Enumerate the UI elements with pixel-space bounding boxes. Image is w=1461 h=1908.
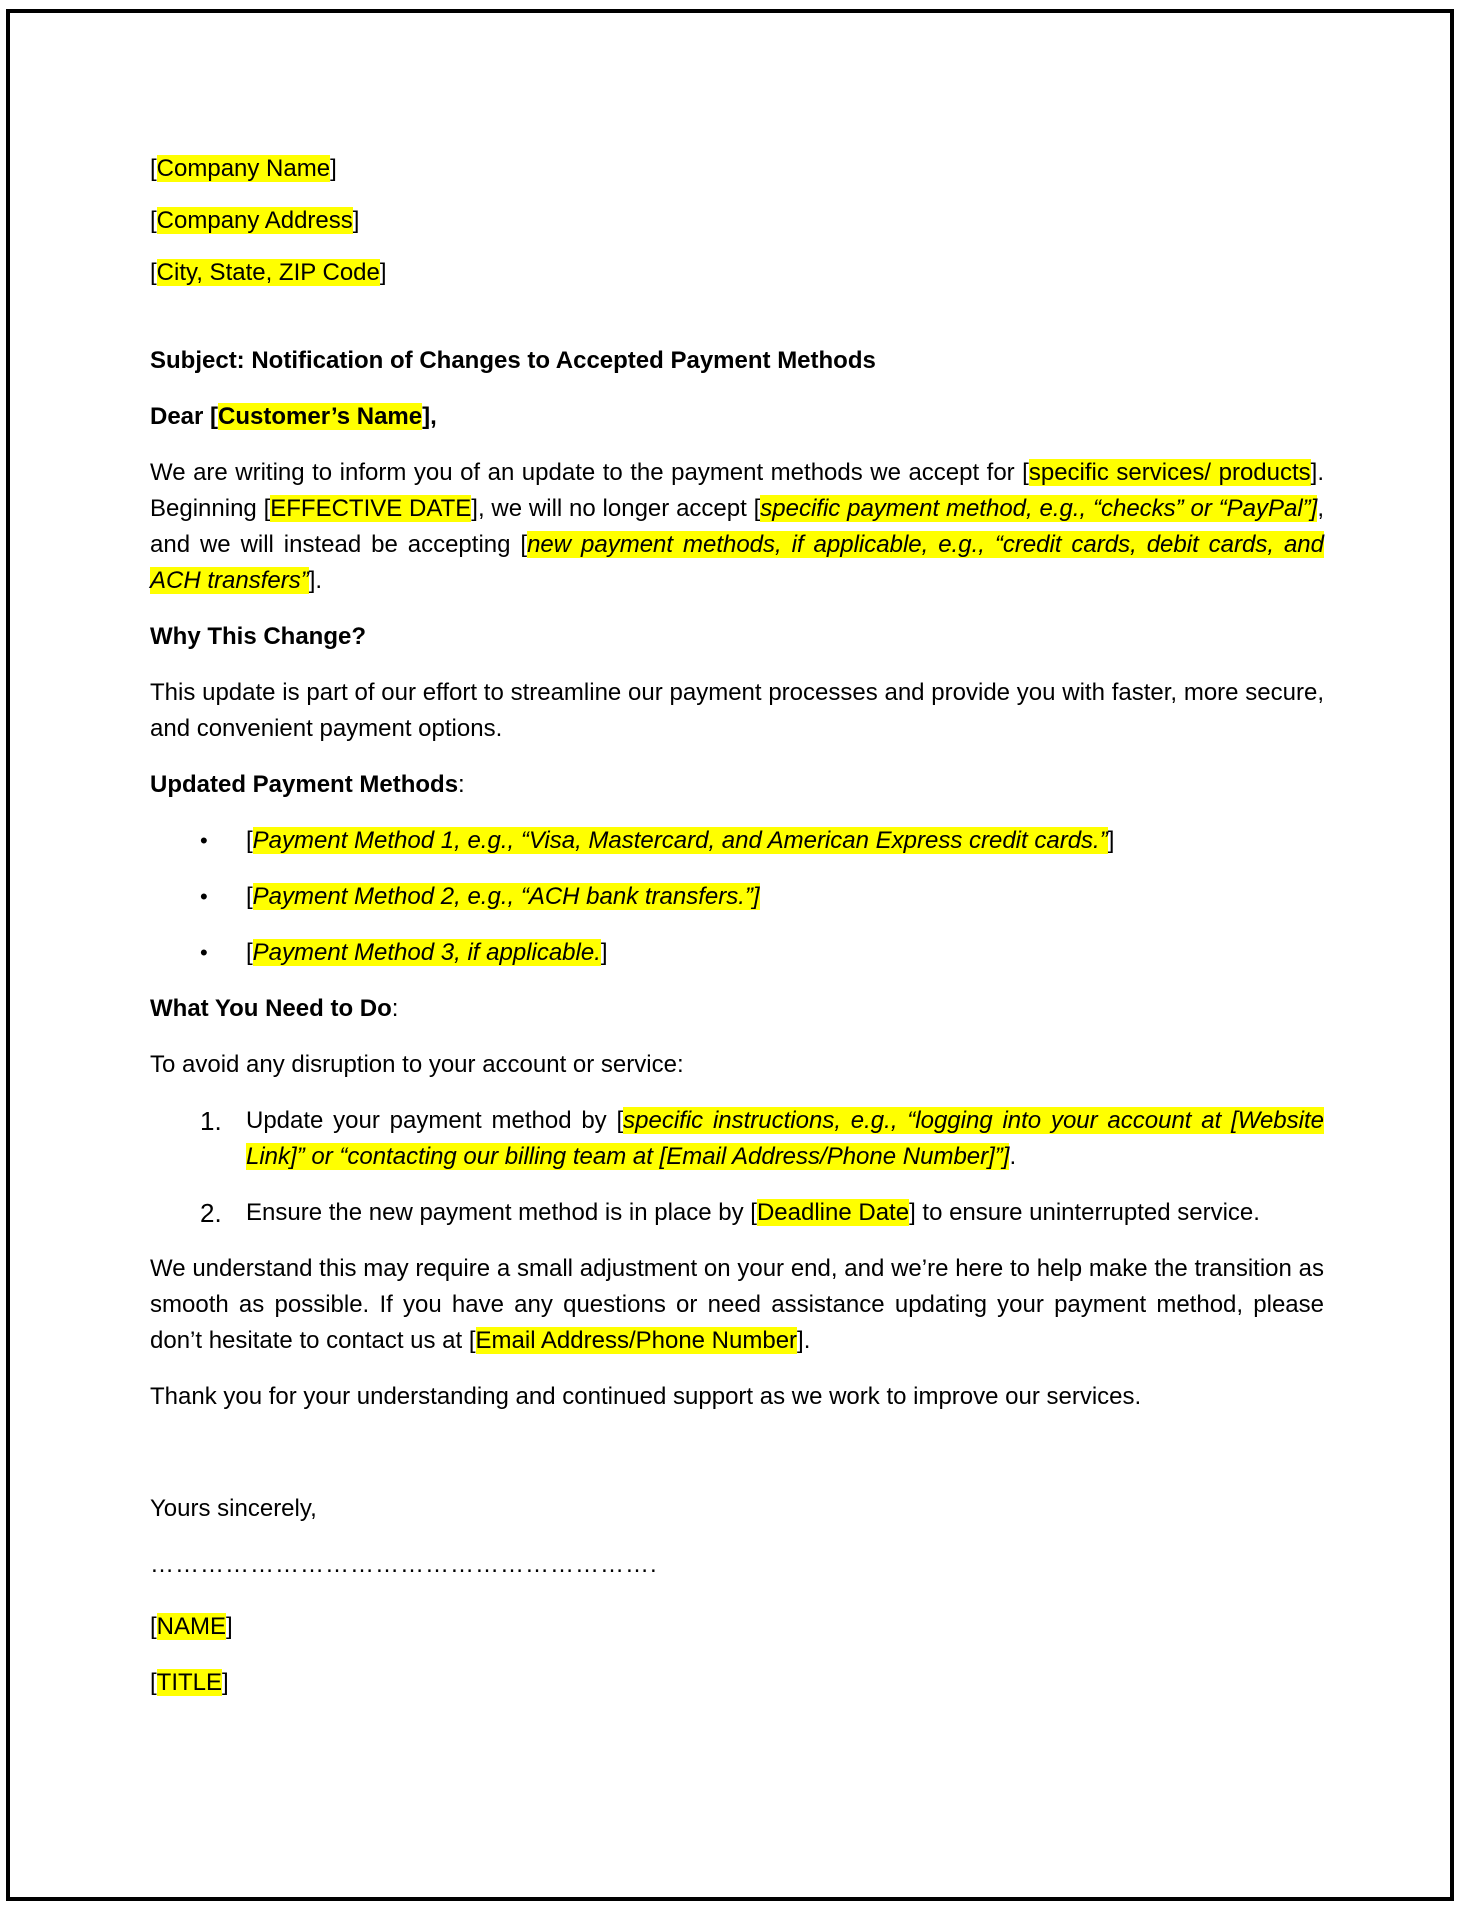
title-placeholder: TITLE	[156, 1669, 223, 1696]
support-end: ].	[797, 1327, 811, 1354]
effective-date-placeholder: EFFECTIVE DATE	[270, 495, 472, 522]
item-open-bracket: [	[246, 827, 253, 854]
company-name-line: [Company Name]	[150, 155, 337, 182]
company-address-placeholder: Company Address	[156, 207, 353, 234]
old-method-placeholder: specific payment method, e.g., “checks” or “PayPal”]	[760, 495, 1318, 522]
subject-line: Subject: Notification of Changes to Accepted Payment Methods	[150, 347, 876, 374]
salutation-prefix: Dear [	[150, 403, 219, 430]
payment-method-1-placeholder: Payment Method 1, e.g., “Visa, Mastercard, and American Express credit cards.”	[252, 827, 1108, 854]
letter-body	[150, 151, 1324, 1701]
item-close-bracket: ]	[600, 939, 608, 966]
support-paragraph	[150, 1251, 1324, 1359]
new-methods-placeholder: new payment methods, if applicable, e.g., “credit cards, debit cards, and ACH transfers”	[150, 531, 1324, 594]
contact-placeholder: Email Address/Phone Number	[475, 1327, 798, 1354]
list-item	[150, 935, 1324, 971]
payment-method-2-placeholder: Payment Method 2, e.g., “ACH bank transfers.”]	[252, 883, 760, 910]
bullet-icon: •	[200, 884, 208, 909]
why-body: This update is part of our effort to streamline our payment processes and provide you with faster, more secure, and convenient payment options.	[150, 679, 1324, 742]
intro-text-1: We are writing to inform you of an update to the payment methods we accept for [	[150, 459, 1029, 486]
payment-methods-list	[150, 823, 1324, 971]
city-state-zip-placeholder: City, State, ZIP Code	[156, 259, 380, 286]
todo-heading-colon: :	[391, 995, 399, 1022]
intro-text-2: ]. Beginning [	[150, 459, 1324, 522]
support-text: We understand this may require a small adjustment on your end, and we’re here to help make the transition as smooth as possible. If you have any questions or need assistance updating your payment method, please don’t hesitate to contact us at [	[150, 1255, 1324, 1354]
signature-line: …………………………………………………….	[150, 1551, 658, 1578]
step-1-text: Update your payment method by [	[246, 1107, 624, 1134]
bullet-icon: •	[200, 828, 208, 853]
list-item	[150, 1195, 1324, 1231]
thanks-paragraph: Thank you for your understanding and continued support as we work to improve our services.	[150, 1383, 1142, 1410]
todo-heading	[150, 991, 1324, 1027]
todo-intro: To avoid any disruption to your account or service:	[150, 1051, 684, 1078]
payment-method-3-placeholder: Payment Method 3, if applicable.	[252, 939, 601, 966]
intro-text-5: ].	[308, 567, 323, 594]
step-2-text: Ensure the new payment method is in place by [	[246, 1199, 757, 1226]
bullet-icon: •	[200, 940, 208, 965]
methods-heading	[150, 767, 1324, 803]
list-item	[150, 1103, 1324, 1175]
methods-heading-colon: :	[458, 771, 465, 798]
customer-name-placeholder: Customer’s Name	[218, 403, 423, 430]
company-address-line: [Company Address]	[150, 207, 360, 234]
step-2-end: ] to ensure uninterrupted service.	[909, 1199, 1260, 1226]
step-number: 1.	[200, 1106, 222, 1136]
valediction: Yours sincerely,	[150, 1495, 317, 1522]
signer-title-line: [TITLE]	[150, 1669, 229, 1696]
item-close-bracket: ]	[1107, 827, 1115, 854]
list-item	[150, 879, 1324, 915]
salutation	[150, 399, 1324, 435]
name-placeholder: NAME	[156, 1613, 227, 1640]
services-placeholder: specific services/ products	[1028, 459, 1311, 486]
todo-heading-text: What You Need to Do	[150, 995, 392, 1022]
intro-text-3: ], we will no longer accept [	[471, 495, 761, 522]
instructions-placeholder: specific instructions, e.g., “logging into your account at [Website Link]” or “contacting our billing team at [Email Address/Phone Number]”]	[246, 1107, 1324, 1170]
deadline-date-placeholder: Deadline Date	[756, 1199, 910, 1226]
city-state-zip-line: [City, State, ZIP Code]	[150, 259, 387, 286]
step-number: 2.	[200, 1198, 222, 1228]
step-1-end: .	[1009, 1143, 1017, 1170]
steps-list	[150, 1103, 1324, 1231]
item-open-bracket: [	[246, 883, 253, 910]
salutation-suffix: ],	[422, 403, 437, 430]
methods-heading-text: Updated Payment Methods	[150, 771, 459, 798]
letter-page	[6, 9, 1454, 1901]
intro-paragraph	[150, 455, 1324, 599]
signer-name-line: [NAME]	[150, 1613, 233, 1640]
item-open-bracket: [	[246, 939, 253, 966]
list-item	[150, 823, 1324, 859]
intro-text-4: , and we will instead be accepting [	[150, 495, 1324, 558]
company-name-placeholder: Company Name	[156, 155, 331, 182]
why-heading: Why This Change?	[150, 623, 366, 650]
